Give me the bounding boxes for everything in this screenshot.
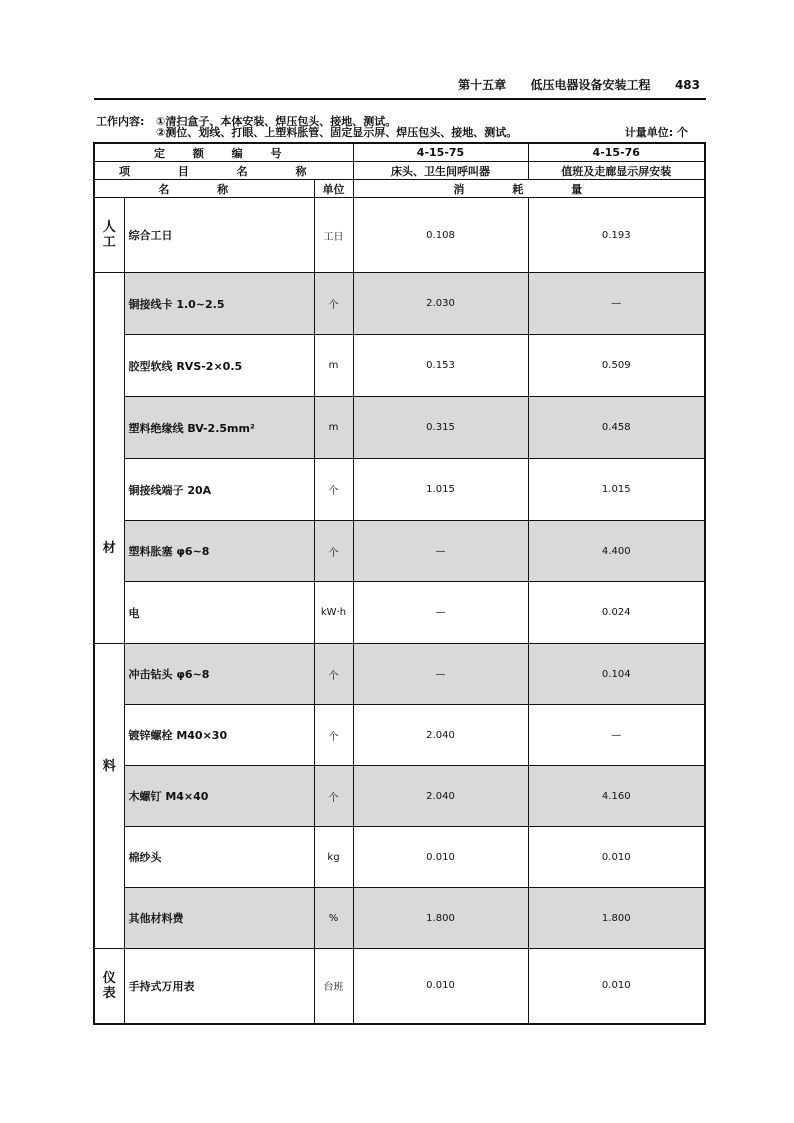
item-name-row — [94, 162, 705, 180]
row-value-1: 1.800 — [353, 888, 528, 949]
row-value-2: — — [528, 705, 705, 766]
chapter-number: 第十五章 — [458, 78, 507, 92]
quota-code-label: 定 额 编 号 — [94, 143, 353, 162]
row-value-2: — — [528, 273, 705, 335]
row-name: 冲击钻头 φ6~8 — [124, 644, 314, 705]
table-row — [94, 459, 705, 521]
name-column-header: 名 称 — [94, 180, 314, 198]
row-name: 木螺钉 M4×40 — [124, 766, 314, 827]
row-value-1: 0.108 — [353, 198, 528, 273]
category-material-bottom: 料 — [94, 644, 124, 949]
table-row — [94, 888, 705, 949]
work-content — [96, 116, 696, 138]
table-row — [94, 705, 705, 766]
row-unit: 个 — [314, 644, 353, 705]
row-value-2: 0.193 — [528, 198, 705, 273]
table-row — [94, 198, 705, 273]
row-unit: 台班 — [314, 949, 353, 1024]
row-value-1: 0.010 — [353, 827, 528, 888]
item-name-label: 项 目 名 称 — [94, 162, 353, 180]
category-labor-char-1: 人 — [102, 220, 116, 235]
row-name: 棉纱头 — [124, 827, 314, 888]
unit-column-header: 单位 — [314, 180, 353, 198]
row-name: 塑料胀塞 φ6~8 — [124, 521, 314, 582]
row-value-2: 4.160 — [528, 766, 705, 827]
item-name-1: 床头、卫生间呼叫器 — [353, 162, 528, 180]
row-value-1: 2.030 — [353, 273, 528, 335]
row-unit: 个 — [314, 459, 353, 521]
category-instrument-char-2: 表 — [102, 985, 116, 1001]
row-value-1: 1.015 — [353, 459, 528, 521]
row-name: 铜接线端子 20A — [124, 459, 314, 521]
row-name: 镀锌螺栓 M40×30 — [124, 705, 314, 766]
table-row — [94, 335, 705, 397]
row-value-2: 4.400 — [528, 521, 705, 582]
row-value-2: 0.024 — [528, 582, 705, 644]
row-value-1: 0.153 — [353, 335, 528, 397]
row-unit: kW·h — [314, 582, 353, 644]
row-value-2: 0.458 — [528, 397, 705, 459]
row-value-1: — — [353, 582, 528, 644]
work-item-1: ①清扫盒子、本体安装、焊压包头、接地、测试。 — [156, 115, 397, 128]
row-unit: 个 — [314, 705, 353, 766]
row-value-2: 0.509 — [528, 335, 705, 397]
row-name: 胶型软线 RVS-2×0.5 — [124, 335, 314, 397]
category-labor — [94, 198, 124, 273]
row-name: 其他材料费 — [124, 888, 314, 949]
quota-code-row — [94, 143, 705, 162]
row-value-2: 0.010 — [528, 827, 705, 888]
work-content-label: 工作内容: — [96, 115, 145, 128]
table-row — [94, 766, 705, 827]
table-row — [94, 273, 705, 335]
consumption-column-header: 消 耗 量 — [353, 180, 705, 198]
quota-code-1: 4-15-75 — [353, 143, 528, 162]
row-unit: kg — [314, 827, 353, 888]
row-name: 综合工日 — [124, 198, 314, 273]
row-value-2: 1.015 — [528, 459, 705, 521]
category-instrument-char-1: 仪 — [102, 970, 116, 986]
table-row — [94, 949, 705, 1024]
row-value-1: 2.040 — [353, 766, 528, 827]
row-unit: 个 — [314, 766, 353, 827]
row-value-1: 0.315 — [353, 397, 528, 459]
row-value-2: 0.104 — [528, 644, 705, 705]
page-number: 483 — [674, 78, 700, 92]
row-unit: m — [314, 335, 353, 397]
row-unit: % — [314, 888, 353, 949]
table-row — [94, 827, 705, 888]
table-row — [94, 644, 705, 705]
page-header — [94, 74, 706, 100]
row-name: 铜接线卡 1.0~2.5 — [124, 273, 314, 335]
row-unit: 个 — [314, 521, 353, 582]
row-unit: 个 — [314, 273, 353, 335]
column-header-row — [94, 180, 705, 198]
category-labor-char-2: 工 — [102, 235, 116, 250]
row-unit: m — [314, 397, 353, 459]
header-text — [458, 76, 700, 93]
chapter-title: 低压电器设备安装工程 — [530, 78, 651, 92]
item-name-2: 值班及走廊显示屏安装 — [528, 162, 705, 180]
category-instrument — [94, 949, 124, 1024]
row-value-1: — — [353, 644, 528, 705]
row-value-1: 2.040 — [353, 705, 528, 766]
row-value-2: 1.800 — [528, 888, 705, 949]
category-material-top: 材 — [94, 273, 124, 644]
row-name: 电 — [124, 582, 314, 644]
table-row — [94, 521, 705, 582]
table-row — [94, 397, 705, 459]
row-name: 塑料绝缘线 BV-2.5mm² — [124, 397, 314, 459]
row-value-1: 0.010 — [353, 949, 528, 1024]
row-unit: 工日 — [314, 198, 353, 273]
row-value-2: 0.010 — [528, 949, 705, 1024]
table-row — [94, 582, 705, 644]
measurement-unit: 计量单位: 个 — [624, 126, 688, 139]
work-item-2: ②测位、划线、打眼、上塑料胀管、固定显示屏、焊压包头、接地、测试。 — [156, 126, 518, 139]
row-value-1: — — [353, 521, 528, 582]
row-name: 手持式万用表 — [124, 949, 314, 1024]
quota-table — [93, 142, 706, 1025]
quota-code-2: 4-15-76 — [528, 143, 705, 162]
